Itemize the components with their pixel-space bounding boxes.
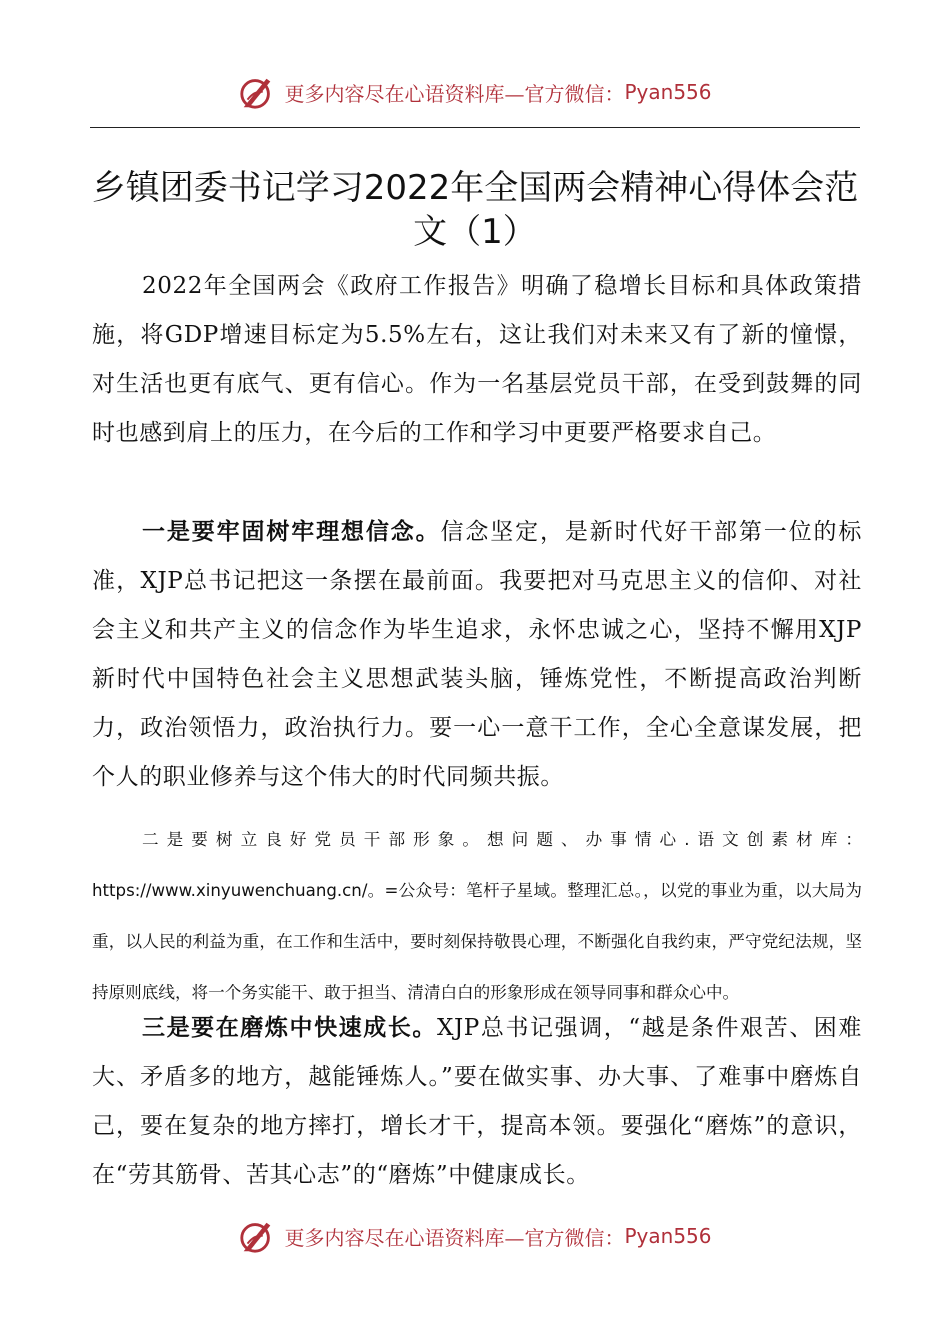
header-wechat-id: Pyan556 [624,80,712,104]
footer-banner-text: 更多内容尽在心语资料库—官方微信： [284,1225,625,1250]
header-divider [90,127,860,128]
document-title: 乡镇团委书记学习2022年全国两会精神心得体会范文（1） [91,168,859,252]
footer-wechat-id: Pyan556 [624,1224,712,1248]
paragraph-lead: 一是要牢固树牢理想信念。 [142,519,441,545]
paragraph-point-three [92,1004,862,1200]
footer-banner [0,1216,950,1256]
paragraph-point-one [92,508,862,802]
paragraph-lead: 三是要在磨炼中快速成长。 [142,1015,438,1041]
paragraph-body: 信念坚定，是新时代好干部第一位的标准，XJP总书记把这一条摆在最前面。我要把对马克思主义的信仰、对社会主义和共产主义的信念作为毕生追求，永怀忠诚之心，坚持不懈用XJP新时代中国特色社会主义思想武装头脑，锤炼党性，不断提高政治判断力，政治领悟力，政治执行力。要一心一意干工作，全心全意谋发展，把个人的职业修养与这个伟大的时代同频共振。 [92,519,863,790]
paragraph-body: XJP总书记强调，“越是条件艰苦、困难大、矛盾多的地方，越能锤炼人。”要在做实事、办大事、了难事中磨炼自己，要在复杂的地方摔打，增长才干，提高本领。要强化“磨炼”的意识，在“劳其筋骨、苦其心志”的“磨炼”中健康成长。 [92,1015,862,1188]
red-quill-logo-icon [238,1217,276,1255]
paragraph-body: 二是要树立良好党员干部形象。想问题、办事情心.语文创素材库：https://www.xinyuwenchuang.cn/。=公众号：笔杆子星域。整理汇总。，以党的事业为重，以大局为重，以人民的利益为重，在工作和生活中，要时刻保持敬畏心理，不断强化自我约束，严守党纪法规，坚持原则底线，将一个务实能干、敢于担当、清清白白的形象形成在领导同事和群众心中。 [92,830,862,1002]
header-banner [0,72,950,112]
paragraph-body: 2022年全国两会《政府工作报告》明确了稳增长目标和具体政策措施，将GDP增速目标定为5.5%左右，这让我们对未来又有了新的憧憬，对生活也更有底气、更有信心。作为一名基层党员干部，在受到鼓舞的同时也感到肩上的压力，在今后的工作和学习中更要严格要求自己。 [92,273,862,446]
header-banner-text: 更多内容尽在心语资料库—官方微信： [284,81,625,106]
red-quill-logo-icon [238,73,276,111]
paragraph-point-two [92,814,862,1018]
paragraph-intro [92,262,862,458]
